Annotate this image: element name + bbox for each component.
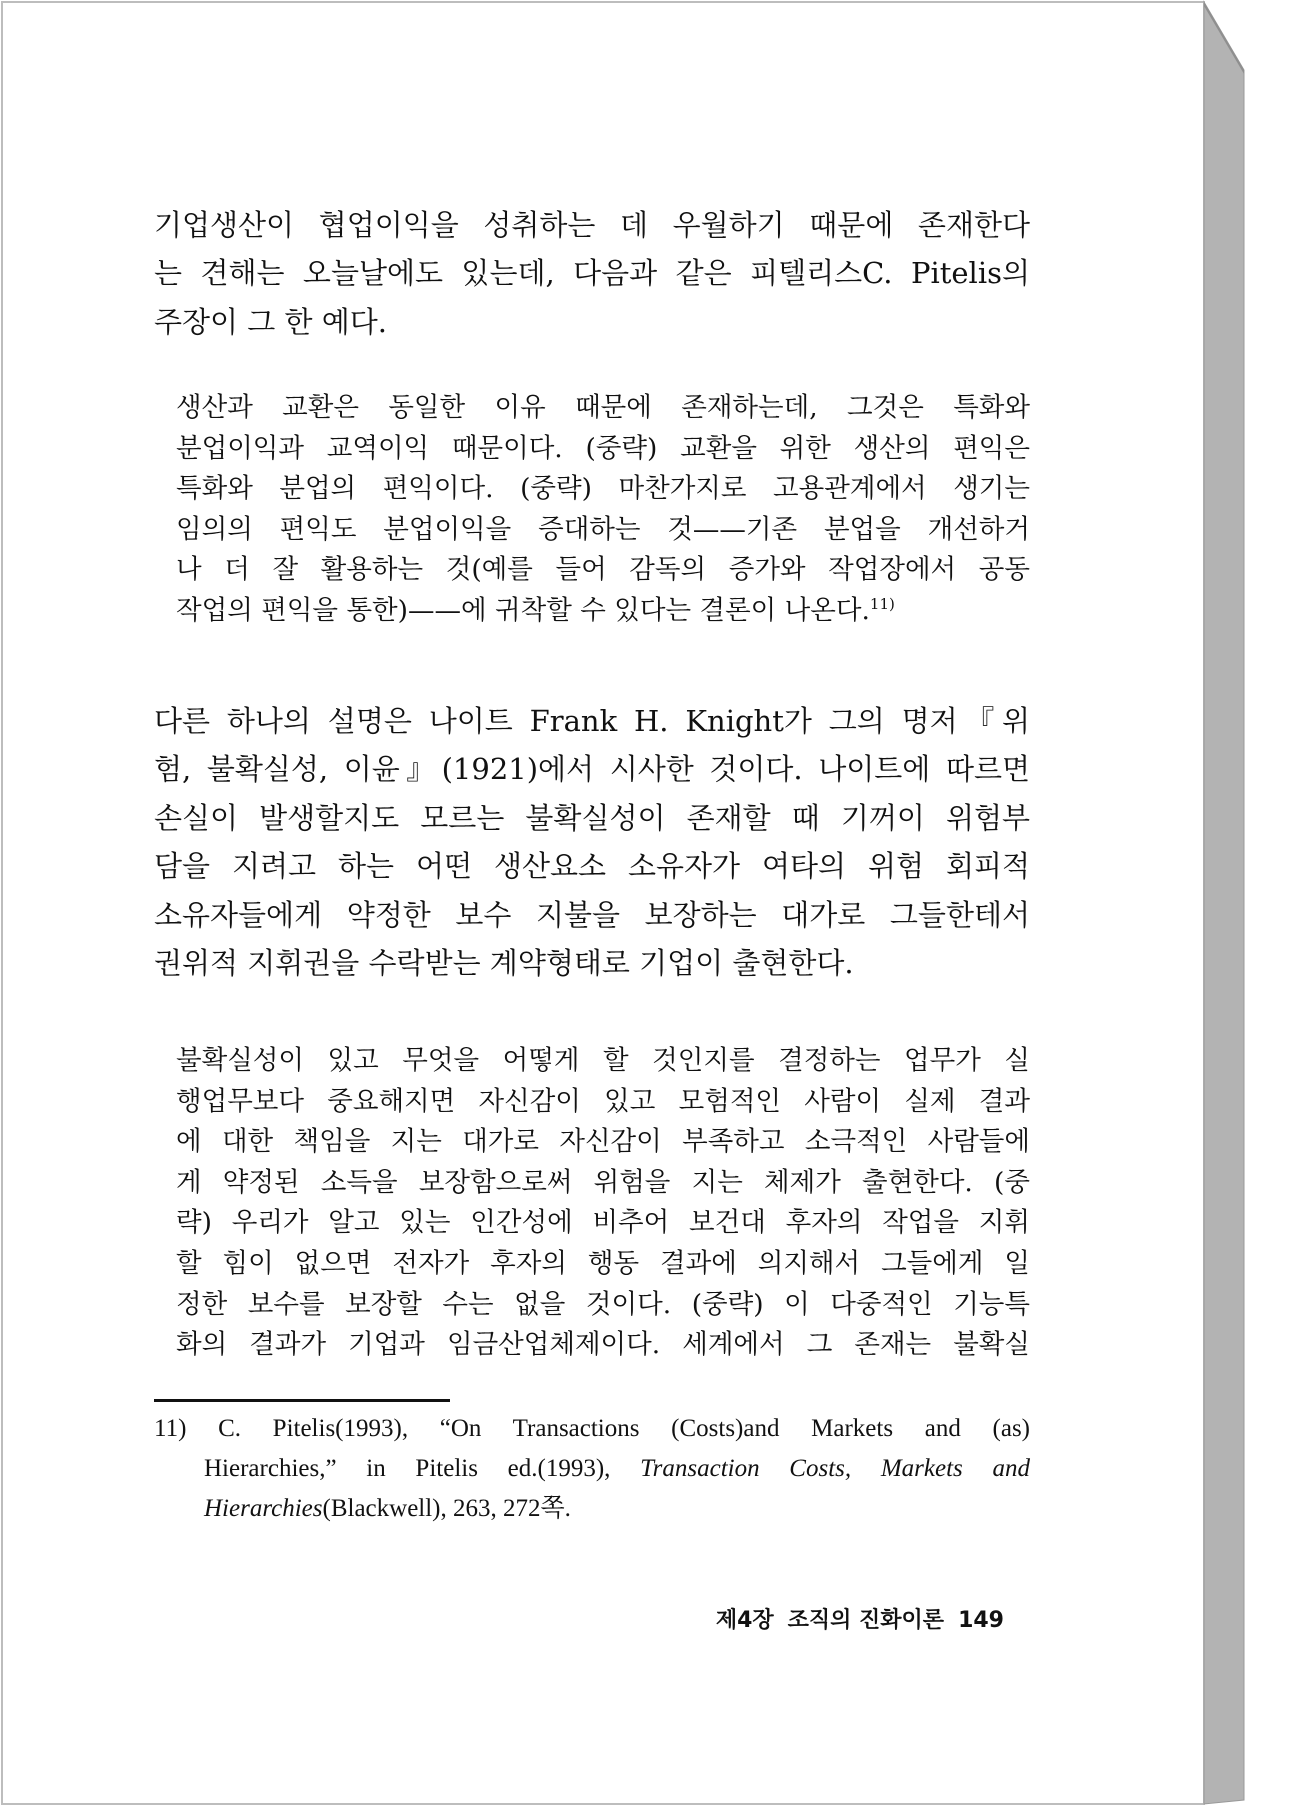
quote-line: 할 힘이 없으면 전자가 후자의 행동 결과에 의지해서 그들에게 일 [176, 1247, 1030, 1279]
quote-line: 임의의 편익도 분업이익을 증대하는 것——기존 분업을 개선하거 [176, 513, 1030, 545]
page-content [4, 4, 1204, 1800]
quote-line: 화의 결과가 기업과 임금산업체제이다. 세계에서 그 존재는 불확실 [176, 1329, 1030, 1361]
quote-line: 생산과 교환은 동일한 이유 때문에 존재하는데, 그것은 특화와 [176, 392, 1030, 423]
quote-line: 게 약정된 소득을 보장함으로써 위험을 지는 체제가 출현한다. (중 [176, 1166, 1030, 1198]
paragraph-line: 소유자들에게 약정한 보수 지불을 보장하는 대가로 그들한테서 [154, 897, 1030, 932]
quote-line: 불확실성이 있고 무엇을 어떻게 할 것인지를 결정하는 업무가 실 [176, 1045, 1030, 1076]
footer-chapter-title: 조직의 진화이론 [787, 1608, 945, 1633]
running-footer [654, 1603, 1004, 1634]
block-quote-2 [176, 1041, 1030, 1366]
footnote-reference[interactable]: 11) [869, 595, 895, 614]
quote-line: 에 대한 책임을 지는 대가로 자신감이 부족하고 소극적인 사람들에 [176, 1126, 1030, 1158]
quote-line: 행업무보다 중요해지면 자신감이 있고 모험적인 사람이 실제 결과 [176, 1085, 1030, 1117]
paragraph-line: 는 견해는 오늘날에도 있는데, 다음과 같은 피텔리스C. Pitelis의 [154, 256, 1030, 291]
quote-line: 특화와 분업의 편익이다. (중략) 마찬가지로 고용관계에서 생기는 [176, 473, 1030, 505]
paragraph-line: 손실이 발생할지도 모르는 불확실성이 존재할 때 기꺼이 위험부 [154, 800, 1030, 835]
footnote-divider [154, 1399, 450, 1402]
paragraph-line: 담을 지려고 하는 어떤 생산요소 소유자가 여타의 위험 회피적 [154, 849, 1030, 884]
quote-line: 나 더 잘 활용하는 것(예를 들어 감독의 증가와 작업장에서 공동 [176, 554, 1030, 586]
footnote-line: 11) C. Pitelis(1993), “On Transactions (Costs)and Markets and (as) [154, 1415, 1030, 1442]
quote-line-text: 작업의 편익을 통한)——에 귀착할 수 있다는 결론이 나온다. [176, 594, 870, 626]
footnote-book-title: Hierarchies [204, 1495, 323, 1522]
paragraph-2 [154, 697, 1030, 987]
paragraph-1 [154, 201, 1030, 346]
page-number: 149 [958, 1608, 1004, 1633]
paragraph-line: 권위적 지휘권을 수락받는 계약형태로 기업이 출현한다. [154, 946, 854, 981]
footnote-line [154, 1449, 1030, 1489]
paragraph-line: 주장이 그 한 예다. [154, 304, 387, 339]
quote-line: 략) 우리가 알고 있는 인간성에 비추어 보건대 후자의 작업을 지휘 [176, 1207, 1030, 1239]
footnote-book-title: Transaction Costs, Markets and [640, 1455, 1030, 1482]
quote-line: 분업이익과 교역이익 때문이다. (중략) 교환을 위한 생산의 편익은 [176, 432, 1030, 464]
book-spine-edge [1204, 2, 1244, 1804]
footer-chapter: 제4장 [715, 1608, 774, 1633]
quote-line-last [176, 591, 1030, 632]
footnote-text: (Blackwell), 263, 272쪽. [322, 1495, 571, 1522]
footnote-line [154, 1489, 1030, 1529]
paragraph-line: 험, 불확실성, 이윤』(1921)에서 시사한 것이다. 나이트에 따르면 [154, 752, 1030, 787]
block-quote-1 [176, 388, 1030, 632]
paragraph-line: 다른 하나의 설명은 나이트 Frank H. Knight가 그의 명저『위 [154, 704, 1030, 738]
footnote-text: Hierarchies,” in Pitelis ed.(1993), [204, 1455, 641, 1482]
paragraph-line: 기업생산이 협업이익을 성취하는 데 우월하기 때문에 존재한다 [154, 208, 1030, 242]
quote-line: 정한 보수를 보장할 수는 없을 것이다. (중략) 이 다중적인 기능특 [176, 1288, 1030, 1320]
footnote-11 [154, 1409, 1030, 1529]
